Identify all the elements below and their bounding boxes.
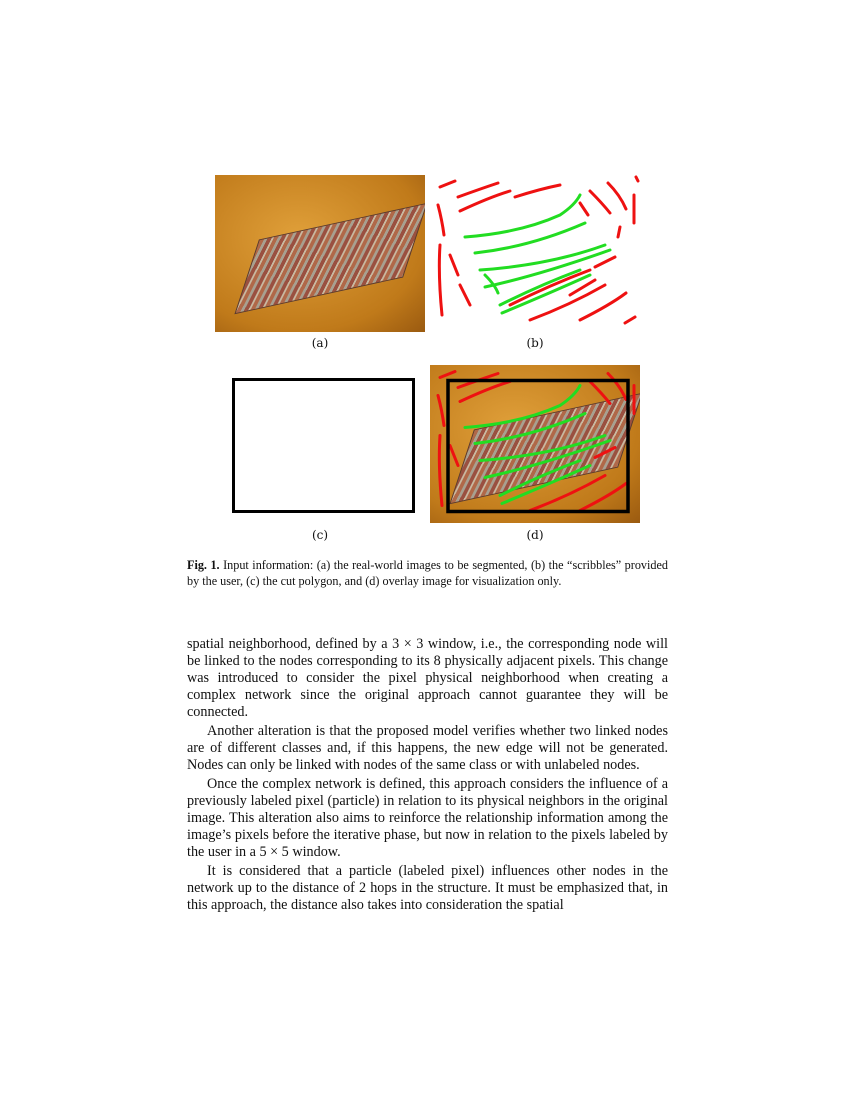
paragraph: spatial neighborhood, defined by a 3 × 3 window, i.e., the corresponding node will be linked to the nodes corresponding to its 8 physically adjacent pixels. This change was introduced to consider the pixel physical neighborhood when creating a complex network since the original approach cannot guarantee they will be connected. [187,636,668,720]
figure-b-label: (b) [526,336,544,350]
textured-slab [234,203,425,314]
caption-text: Input information: (a) the real-world images to be segmented, (b) the “scribbles” provided by the user, (c) the cut polygon, and (d) overlay image for visualization only. [187,558,668,588]
figure-a-photo [215,175,425,332]
paragraph: It is considered that a particle (labeled pixel) influences other nodes in the network up to the distance of 2 hops in the structure. It must be emphasized that, in this approach, the distance also takes into consideration the spatial [187,863,668,913]
figure-d-label: (d) [526,528,544,542]
figure-caption [187,557,668,589]
caption-label: Fig. 1. [187,558,220,572]
figure-d-overlay [430,365,640,523]
figure-c-label: (c) [311,528,329,542]
body-text [187,636,668,916]
figure-b-scribbles [430,175,640,332]
paragraph: Once the complex network is defined, this approach considers the influence of a previously labeled pixel (particle) in relation to its physical neighbors in the original image. This alteration also aims to reinforce the relationship information among the image’s pixels before the iterative phase, but now in relation to the pixels labeled by the user in a 5 × 5 window. [187,776,668,860]
figure-c-cut-polygon [232,378,415,513]
figure-a-label: (a) [311,336,329,350]
overlay-scribbles [430,365,640,523]
paragraph: Another alteration is that the proposed model verifies whether two linked nodes are of different classes and, if this happens, the new edge will not be generated. Nodes can only be linked with nodes of the same class or with unlabeled nodes. [187,723,668,773]
